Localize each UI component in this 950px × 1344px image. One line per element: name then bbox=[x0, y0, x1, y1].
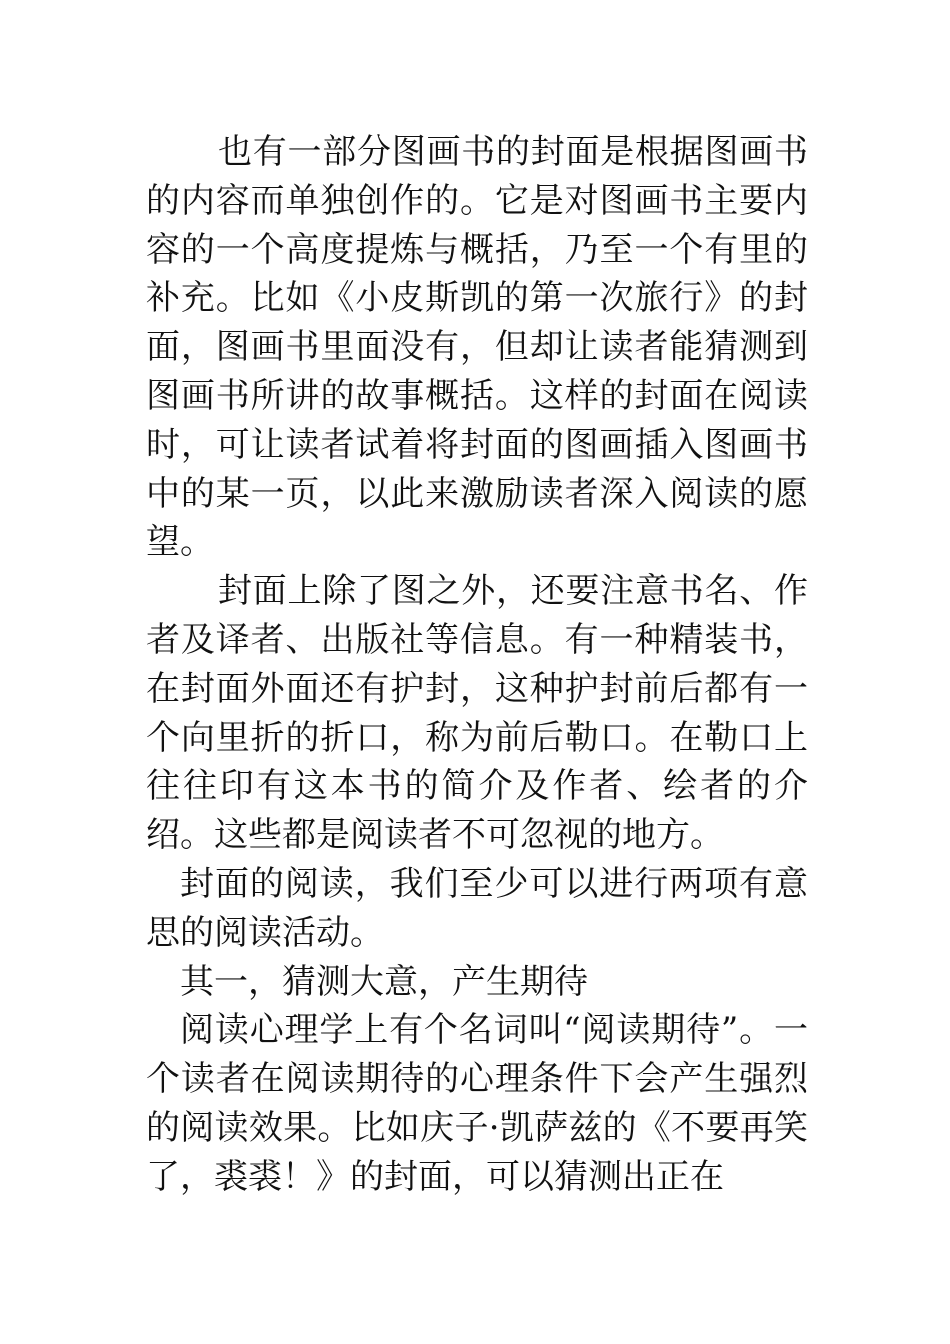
paragraph-cover-creation: 也有一部分图画书的封面是根据图画书的内容而单独创作的。它是对图画书主要内容的一个高度提炼与概括，乃至一个有里的补充。比如《小皮斯凯的第一次旅行》的封面，图画书里面没有，但却让读者能猜测到图画书所讲的故事概括。这样的封面在阅读时，可让读者试着将封面的图画插入图画书中的某一页，以此来激励读者深入阅读的愿望。 bbox=[146, 132, 808, 563]
paragraph-cover-reading: 封面的阅读，我们至少可以进行两项有意思的阅读活动。 bbox=[146, 863, 808, 953]
paragraph-cover-info: 封面上除了图之外，还要注意书名、作者及译者、出版社等信息。有一种精装书，在封面外面还有护封，这种护封前后都有一个向里折的折口，称为前后勒口。在勒口上往往印有这本书的简介及作者、绘者的介绍。这些都是阅读者不可忽视的地方。 bbox=[146, 571, 808, 856]
section-heading-guess: 其一，猜测大意，产生期待 bbox=[180, 961, 588, 1002]
document-page bbox=[146, 128, 808, 1202]
paragraph-reading-expectation: 阅读心理学上有个名词叫“阅读期待”。一个读者在阅读期待的心理条件下会产生强烈的阅读效果。比如庆子·凯萨兹的《不要再笑了，裘裘！》的封面，可以猜测出正在 bbox=[146, 1010, 808, 1197]
